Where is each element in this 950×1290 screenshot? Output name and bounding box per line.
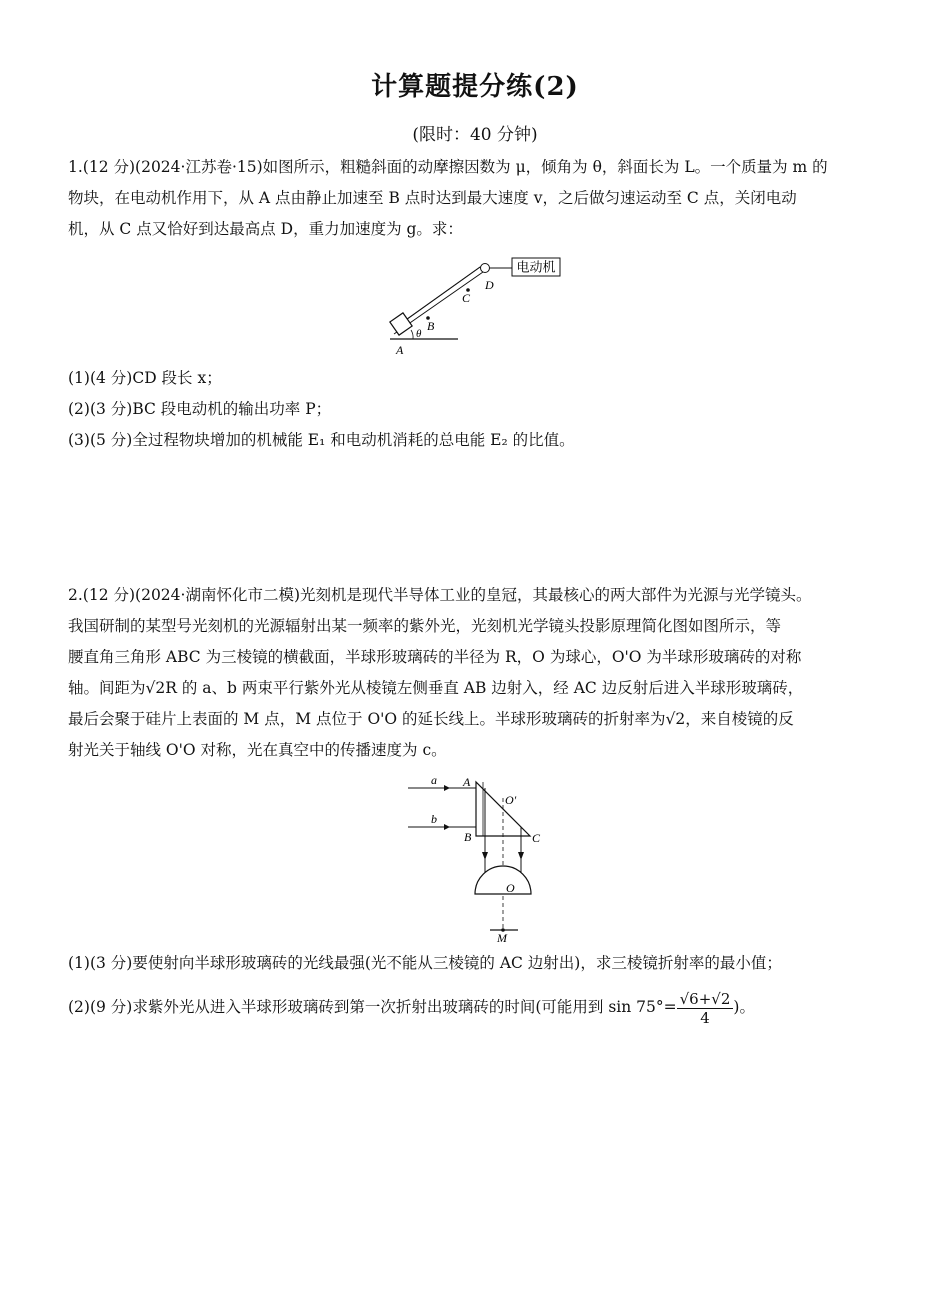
q2-line-5: 最后会聚于硅片上表面的 M 点，M 点位于 O'O 的延长线上。半球形玻璃砖的折射率为√2，来自棱镜的反 [68,710,794,728]
fraction-numerator: √6+√2 [677,990,734,1009]
reflected-arrow-a [482,852,488,860]
q2-line-2: 我国研制的某型号光刻机的光源辐射出某一频率的紫外光，光刻机光学镜头投影原理简化图如图所示，等 [68,617,782,635]
q2-part-2-prefix: (2)(9 分)求紫外光从进入半球形玻璃砖到第一次折射出玻璃砖的时间(可能用到 sin 75°= [68,998,677,1016]
ray-a-arrow [444,785,450,791]
q2-line-4: 轴。间距为√2R 的 a、b 两束平行紫外光从棱镜左侧垂直 AB 边射入，经 AC 边反射后进入半球形玻璃砖， [68,679,804,697]
question-2-part-2 [68,985,883,1029]
label-point-a: A [463,775,471,789]
label-o-prime: O' [505,793,517,807]
angle-arc [411,330,413,339]
hemisphere-glass [475,866,531,894]
ray-b-arrow [444,824,450,830]
label-theta: θ [416,328,422,340]
q1-part-3: (3)(5 分)全过程物块增加的机械能 E₁ 和电动机消耗的总电能 E₂ 的比值。 [68,431,575,449]
time-limit: (限时：40 分钟) [412,125,538,145]
q2-line-3: 腰直角三角形 ABC 为三棱镜的横截面，半球形玻璃砖的半径为 R，O 为球心，O'O 为半球形玻璃砖的对称 [68,648,802,666]
q1-part-2: (2)(3 分)BC 段电动机的输出功率 P； [68,400,332,418]
q2-line-6: 射光关于轴线 O'O 对称，光在真空中的传播速度为 c。 [68,741,447,759]
sin75-fraction [677,990,734,1027]
q1-line-3: 机，从 C 点又恰好到达最高点 D，重力加速度为 g。求： [68,220,463,238]
label-point-b: B [464,830,472,844]
reflected-arrow-b [518,852,524,860]
page-title: 计算题提分练(2) [371,72,579,102]
incline-motor-figure [380,250,580,362]
label-ray-a: a [431,773,437,787]
q2-part-1: (1)(3 分)要使射向半球形玻璃砖的光线最强(光不能从三棱镜的 AC 边射出)，求三棱镜折射率的最小值； [68,954,782,972]
q1-part-1: (1)(4 分)CD 段长 x； [68,369,222,387]
label-c: C [462,291,471,305]
fraction-denominator: 4 [700,1008,710,1027]
question-1-parts [68,363,883,456]
q1-line-2: 物块，在电动机作用下，从 A 点由静止加速至 B 点时达到最大速度 v，之后做匀速运动至 C 点，关闭电动 [68,189,797,207]
q2-line-1: 2.(12 分)(2024·湖南怀化市二模)光刻机是现代半导体工业的皇冠，其最核心的两大部件为光源与光学镜头。 [68,586,812,604]
label-ray-b: b [431,812,437,826]
motor-label: 电动机 [516,259,556,275]
pulley [481,264,490,273]
label-point-c: C [532,831,541,845]
label-b: B [427,319,435,333]
label-m: M [497,931,507,945]
label-d: D [485,278,494,292]
q2-part-2-suffix: )。 [733,998,755,1016]
question-2-text [68,580,883,766]
label-o: O [506,881,515,895]
label-a: A [396,343,404,357]
rope-line [406,265,483,320]
prism-lens-figure [400,770,560,950]
question-2-part-1 [68,948,883,979]
question-1-text [68,152,883,245]
q1-line-1: 1.(12 分)(2024·江苏卷·15)如图所示，粗糙斜面的动摩擦因数为 μ，倾角为 θ，斜面长为 L。一个质量为 m 的 [68,158,828,176]
block [390,313,412,335]
